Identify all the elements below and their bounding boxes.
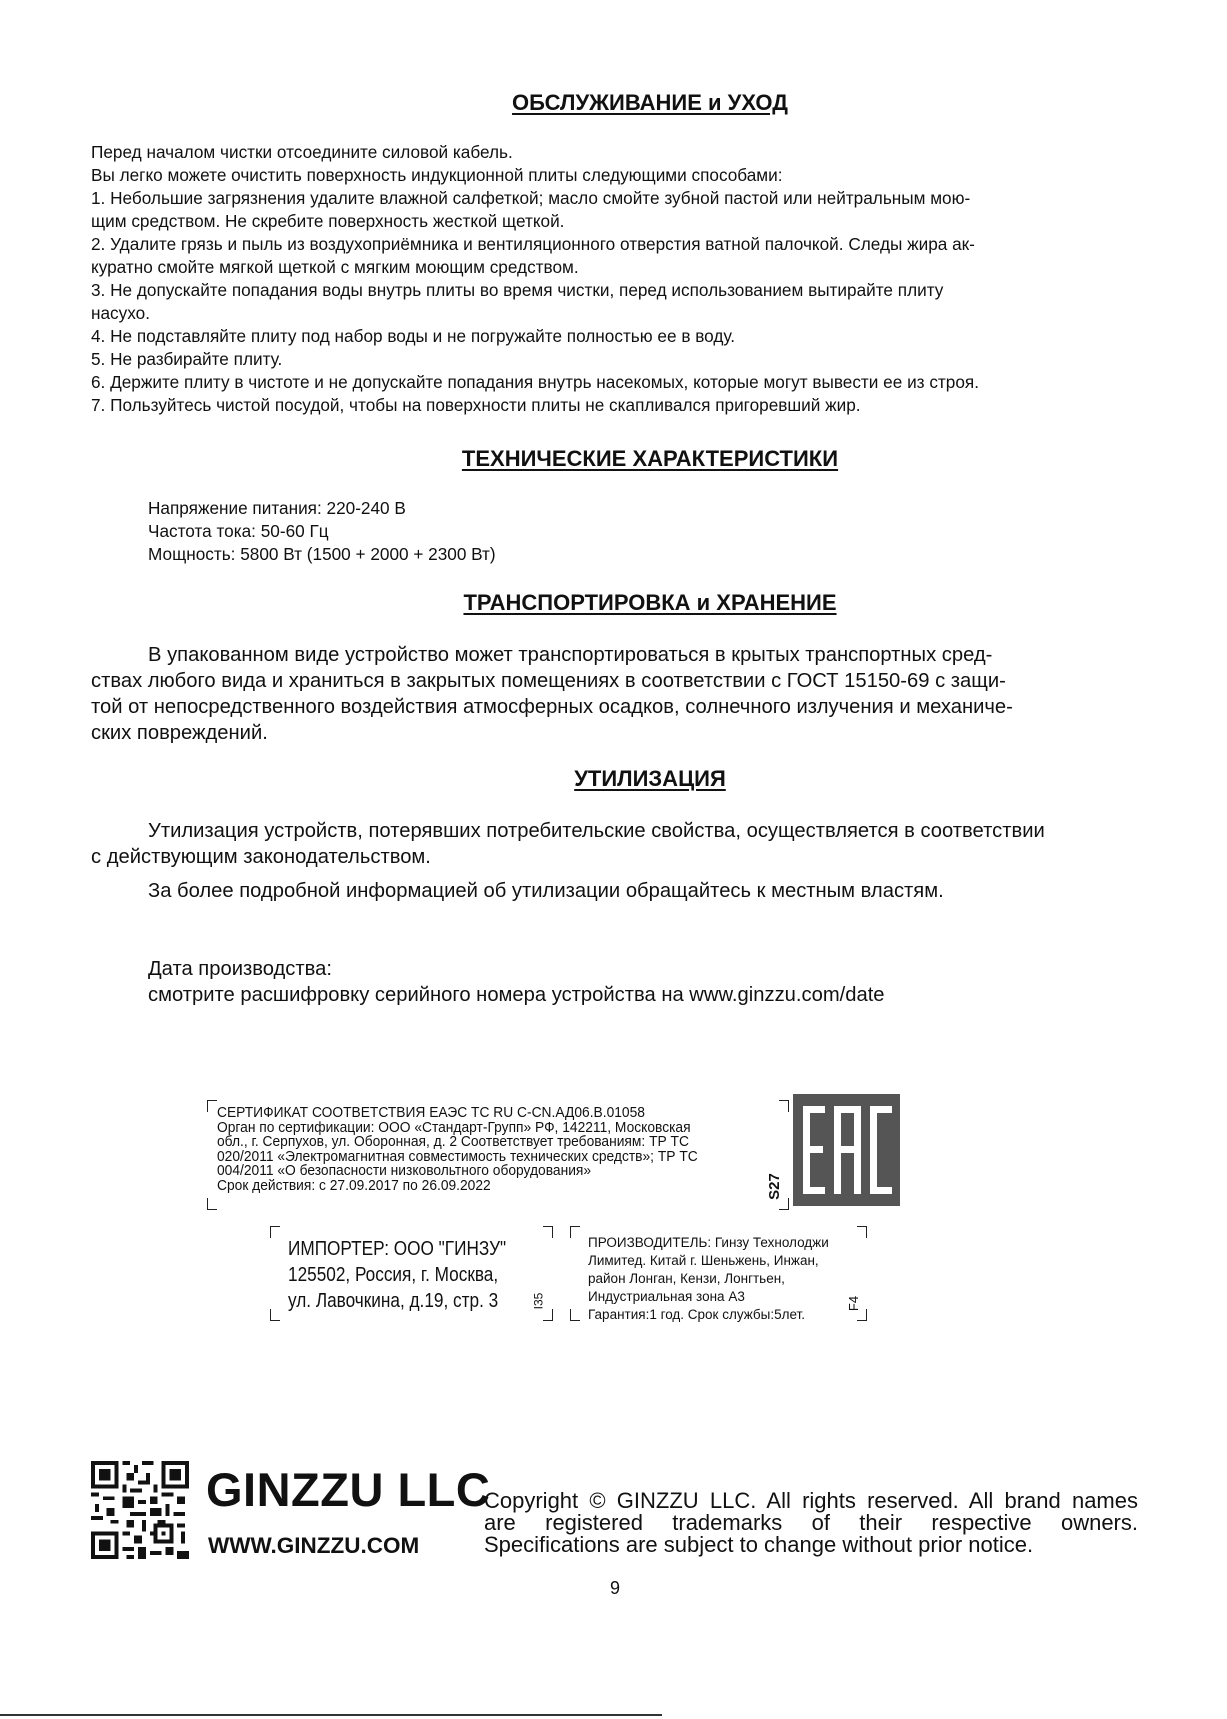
specs-heading: ТЕХНИЧЕСКИЕ ХАРАКТЕРИСТИКИ	[461, 446, 839, 471]
spec-line: Частота тока: 50-60 Гц	[148, 521, 329, 541]
certificate-line: СЕРТИФИКАТ СООТВЕТСТВИЯ ЕАЭС ТС RU С-CN.АД06.В.01058	[217, 1104, 645, 1121]
maintenance-line: 5. Не разбирайте плиту.	[91, 349, 283, 369]
spec-line: Мощность: 5800 Вт (1500 + 2000 + 2300 Вт)	[148, 544, 496, 564]
maintenance-line: Вы легко можете очистить поверхность индукционной плиты следующими способами:	[91, 165, 783, 185]
importer-code: I35	[531, 1292, 546, 1310]
production-date-text: смотрите расшифровку серийного номера устройства на www.ginzzu.com/date	[148, 984, 885, 1006]
copyright-line: are registered trademarks of their respective owners.	[484, 1510, 1138, 1535]
disposal-heading: УТИЛИЗАЦИЯ	[574, 766, 726, 791]
production-date	[148, 956, 885, 1008]
certificate-block	[207, 1100, 789, 1210]
transport-line: ствах любого вида и храниться в закрытых помещениях в соответствии с ГОСТ 15150-69 с защи-	[91, 670, 1006, 692]
disposal-text	[91, 818, 1171, 904]
corner-mark	[779, 1100, 789, 1112]
manufacturer-line: ПРОИЗВОДИТЕЛЬ: Гинзу Технолоджи	[588, 1235, 829, 1250]
disposal-line: с действующим законодательством.	[91, 846, 431, 868]
manufacturer-line: Индустриальная зона А3	[588, 1289, 745, 1304]
qr-code-icon	[91, 1461, 189, 1559]
corner-mark	[570, 1226, 580, 1238]
manufacturer-line: Лимитед. Китай г. Шеньжень, Инжан,	[588, 1253, 819, 1268]
corner-mark	[207, 1198, 217, 1210]
corner-mark	[270, 1226, 280, 1238]
corner-mark	[570, 1309, 580, 1321]
importer-line: ул. Лавочкина, д.19, стр. 3	[288, 1290, 499, 1312]
maintenance-line: 3. Не допускайте попадания воды внутрь плиты во время чистки, перед использованием вытирайте плиту	[91, 280, 944, 300]
production-date-label: Дата производства:	[148, 958, 332, 980]
manufacturer-block	[570, 1226, 867, 1321]
copyright-notice	[484, 1490, 1138, 1556]
brand-name: GINZZU LLC	[206, 1463, 491, 1516]
certificate-line: 020/2011 «Электромагнитная совместимость технических средств»; ТР ТС	[217, 1147, 698, 1165]
manufacturer-code: F4	[846, 1295, 862, 1312]
maintenance-line: 6. Держите плиту в чистоте и не допускайте попадания внутрь насекомых, которые могут вывести ее из строя.	[91, 372, 980, 392]
eac-mark-icon	[793, 1094, 900, 1206]
maintenance-line: щим средством. Не скребите поверхность жесткой щеткой.	[91, 211, 565, 231]
corner-mark	[207, 1100, 217, 1112]
brand-website: WWW.GINZZU.COM	[208, 1533, 420, 1558]
transport-heading: ТРАНСПОРТИРОВКА и ХРАНЕНИЕ	[463, 590, 837, 615]
specs-list	[148, 497, 496, 566]
transport-line: ских повреждений.	[91, 722, 268, 744]
transport-text	[91, 642, 1151, 746]
transport-line: той от непосредственного воздействия атмосферных осадков, солнечного излучения и механиче-	[91, 696, 1013, 718]
corner-mark	[543, 1309, 553, 1321]
certificate-line: Орган по сертификации: ООО «Стандарт-Групп» РФ, 142211, Московская	[217, 1118, 691, 1136]
spec-line: Напряжение питания: 220-240 В	[148, 498, 406, 518]
manufacturer-line: Гарантия:1 год. Срок службы:5лет.	[588, 1307, 805, 1322]
maintenance-line: 1. Небольшие загрязнения удалите влажной салфеткой; масло смойте зубной пастой или нейтральным мою-	[91, 188, 971, 208]
maintenance-line: 4. Не подставляйте плиту под набор воды и не погружайте полностью ее в воду.	[91, 326, 736, 346]
corner-mark	[543, 1226, 553, 1238]
certificate-line: 004/2011 «О безопасности низковольтного оборудования»	[217, 1162, 592, 1180]
certificate-text	[217, 1106, 737, 1194]
maintenance-line: 7. Пользуйтесь чистой посудой, чтобы на поверхности плиты не скапливался пригоревший жир.	[91, 395, 861, 415]
maintenance-line: куратно смойте мягкой щеткой с мягким моющим средством.	[91, 257, 579, 277]
bottom-divider	[0, 1714, 662, 1716]
manufacturer-line: район Лонган, Кензи, Лонгтьен,	[588, 1271, 785, 1286]
importer-block	[270, 1226, 553, 1321]
transport-line: В упакованном виде устройство может транспортироваться в крытых транспортных сред-	[148, 644, 993, 666]
importer-line: 125502, Россия, г. Москва,	[288, 1264, 499, 1286]
corner-mark	[270, 1309, 280, 1321]
importer-line: ИМПОРТЕР: ООО "ГИНЗУ"	[288, 1238, 507, 1260]
importer-text	[288, 1236, 506, 1314]
disposal-line: За более подробной информацией об утилизации обращайтесь к местным властям.	[148, 880, 944, 902]
disposal-line: Утилизация устройств, потерявших потребительские свойства, осуществляется в соответствии	[148, 820, 1045, 842]
copyright-line: Copyright © GINZZU LLC. All rights reserved. All brand names	[484, 1488, 1138, 1513]
maintenance-line: Перед началом чистки отсоедините силовой кабель.	[91, 142, 513, 162]
maintenance-text	[91, 141, 1151, 417]
certificate-line: Срок действия: с 27.09.2017 по 26.09.2022	[217, 1176, 491, 1194]
certificate-line: обл., г. Серпухов, ул. Оборонная, д. 2 Соответствует требованиям: ТР ТС	[217, 1133, 689, 1151]
maintenance-line: насухо.	[91, 303, 150, 323]
page-number: 9	[609, 1578, 620, 1598]
copyright-line: Specifications are subject to change without prior notice.	[484, 1532, 1034, 1557]
manufacturer-text	[588, 1234, 829, 1324]
maintenance-line: 2. Удалите грязь и пыль из воздухоприёмника и вентиляционного отверстия ватной палочкой. Следы жира ак-	[91, 234, 975, 254]
maintenance-heading: ОБСЛУЖИВАНИЕ и УХОД	[512, 90, 788, 115]
certificate-code: S27	[765, 1173, 783, 1200]
corner-mark	[857, 1226, 867, 1238]
